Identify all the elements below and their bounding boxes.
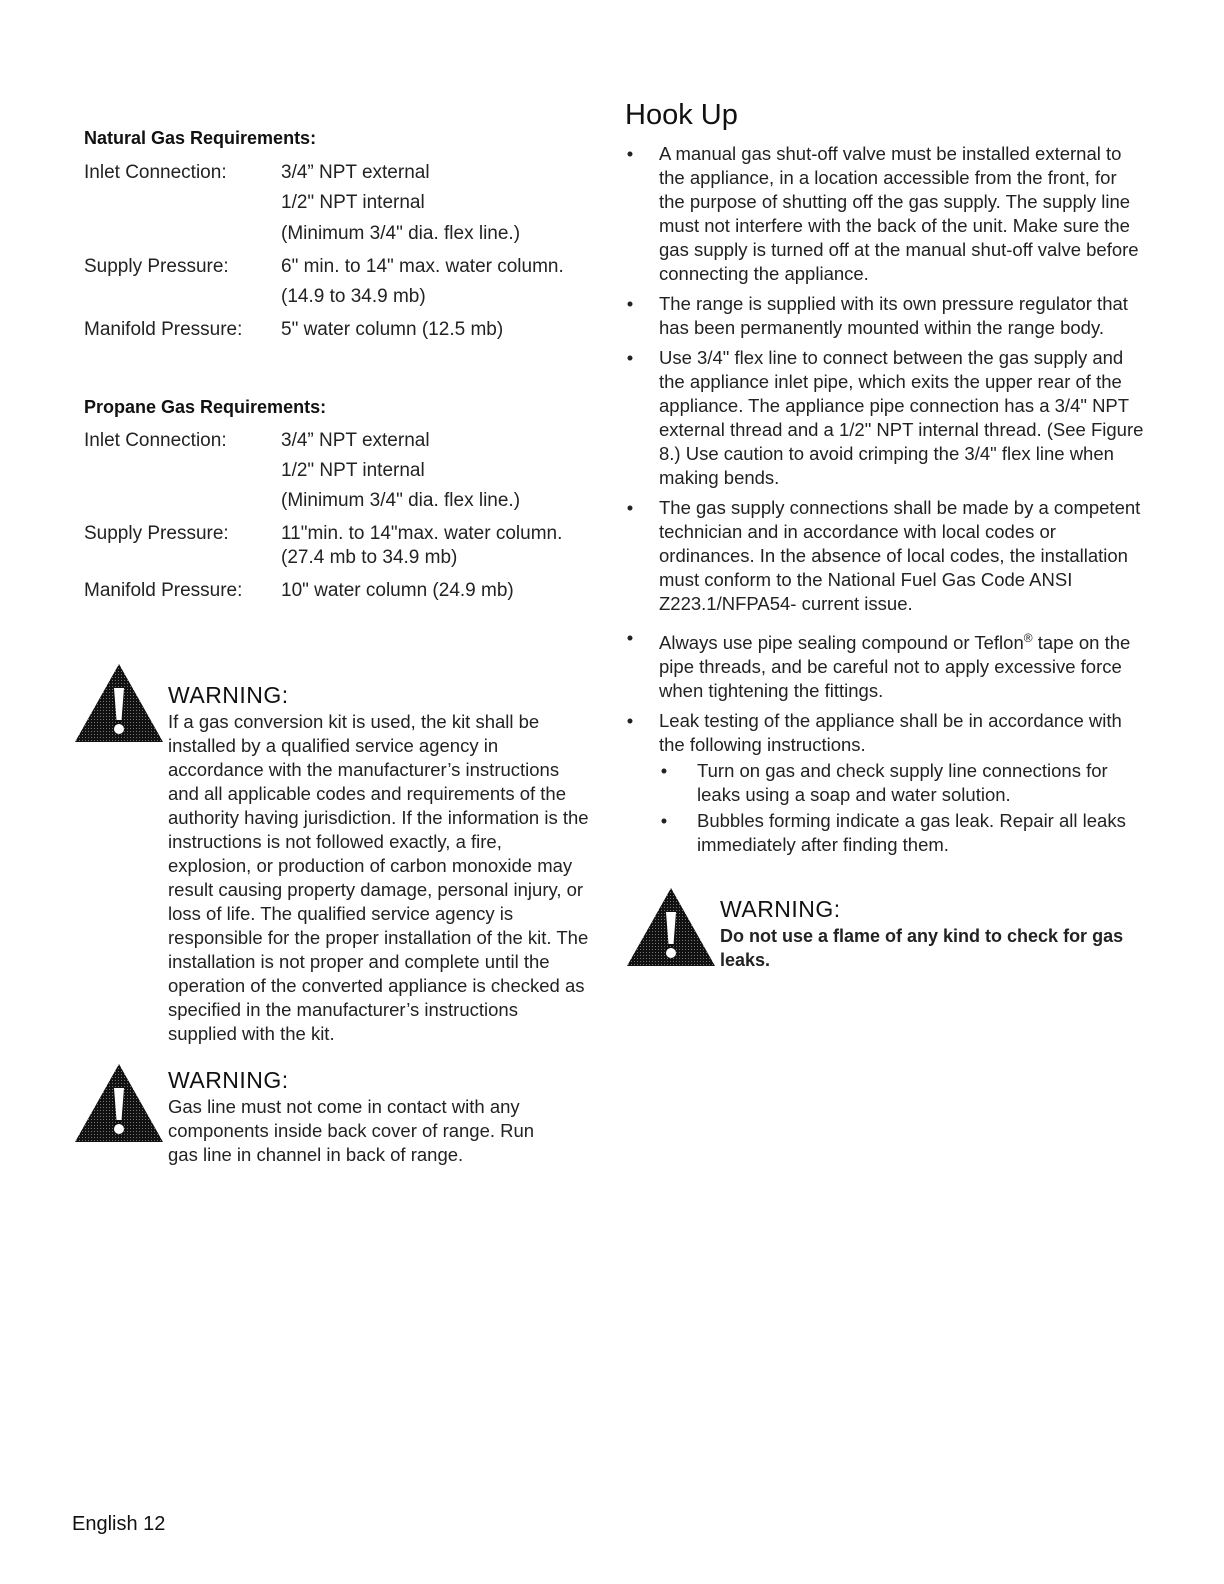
hook-up-item-text: The gas supply connections shall be made by a competent technician and in accordance with local codes or ordinances. In the absence of local codes, the installation must conform to the National Fuel Gas Code ANSI Z223.1/NFPA54- current issue. xyxy=(659,497,1141,614)
hook-up-item-text: The range is supplied with its own pressure regulator that has been permanently mounted within the range body. xyxy=(659,293,1128,338)
warning-triangle-icon xyxy=(625,886,717,968)
hook-up-item-text: Always use pipe sealing compound or Teflon® tape on the pipe threads, and be careful not to apply excessive force when tightening the fittings. xyxy=(659,631,1131,702)
warning-title: WARNING: xyxy=(720,896,841,922)
list-item xyxy=(659,809,1145,857)
warning-triangle-icon xyxy=(73,1062,165,1144)
propane-inlet-value-3: (Minimum 3/4" dia. flex line.) xyxy=(281,490,521,511)
natural-supply-label: Supply Pressure: xyxy=(84,256,229,277)
warning-flame-text: Do not use a flame of any kind to check for gas leaks. xyxy=(720,926,1124,970)
bullet-icon: • xyxy=(626,293,634,314)
propane-gas-title: Propane Gas Requirements: xyxy=(84,397,327,417)
propane-manifold-value: 10" water column (24.9 mb) xyxy=(281,580,514,601)
hook-up-item-text: A manual gas shut-off valve must be installed external to the appliance, in a location accessible from the front, for the purpose of shutting off the gas supply. The supply line must not interfere with the back of the unit. Make sure the gas supply is turned off at the manual shut-off valve before connecting the appliance. xyxy=(659,143,1139,284)
natural-manifold-label: Manifold Pressure: xyxy=(84,319,243,340)
warning-gas-line-text: Gas line must not come in contact with any components inside back cover of range. Run gas line in channel in back of range. xyxy=(168,1096,535,1165)
bullet-icon: • xyxy=(660,760,668,782)
list-item xyxy=(625,292,1145,340)
natural-supply-value-2: (14.9 to 34.9 mb) xyxy=(281,286,426,307)
natural-supply-value-1: 6" min. to 14" max. water column. xyxy=(281,256,564,277)
bullet-icon: • xyxy=(626,627,634,648)
warning-conversion-text: If a gas conversion kit is used, the kit shall be installed by a qualified service agency in accordance with the manufacturer’s instructions and all applicable codes and requirements of the authority having jurisdiction. If the information is the instructions is not followed exactly, a fire, explosion, or production of carbon monoxide may result causing property damage, personal injury, or loss of life. The qualified service agency is responsible for the proper installation of the kit. The installation is not proper and complete until the operation of the converted appliance is checked as specified in the manufacturer’s instructions supplied with the kit. xyxy=(168,711,589,1044)
bullet-icon: • xyxy=(626,710,634,732)
warning-title: WARNING: xyxy=(168,682,289,708)
warning-triangle-icon xyxy=(73,662,165,744)
propane-inlet-value-1: 3/4” NPT external xyxy=(281,430,430,451)
natural-inlet-value-1: 3/4” NPT external xyxy=(281,162,430,183)
bullet-icon: • xyxy=(660,810,668,832)
list-item xyxy=(625,346,1145,490)
hook-up-item-text: Use 3/4" flex line to connect between the gas supply and the appliance inlet pipe, which exits the upper rear of the appliance. The appliance pipe connection has a 3/4" NPT external thread and a 1/2" NPT internal thread. (See Figure 8.) Use caution to avoid crimping the 3/4" flex line when making bends. xyxy=(659,347,1144,488)
leak-test-item-text: Turn on gas and check supply line connections for leaks using a soap and water solution. xyxy=(697,760,1108,806)
leak-test-item-text: Bubbles forming indicate a gas leak. Repair all leaks immediately after finding them. xyxy=(697,810,1126,856)
hook-up-list xyxy=(625,142,1145,863)
leak-test-sublist xyxy=(659,759,1145,857)
bullet-icon: • xyxy=(626,347,634,368)
propane-supply-value-1: 11"min. to 14"max. water column. xyxy=(281,523,563,544)
propane-manifold-label: Manifold Pressure: xyxy=(84,580,243,601)
propane-supply-value-2: (27.4 mb to 34.9 mb) xyxy=(281,547,458,568)
natural-inlet-value-2: 1/2" NPT internal xyxy=(281,192,425,213)
list-item xyxy=(625,142,1145,286)
natural-gas-title: Natural Gas Requirements: xyxy=(84,128,317,148)
list-item xyxy=(625,626,1145,703)
warning-title: WARNING: xyxy=(168,1067,289,1093)
list-item xyxy=(625,496,1145,616)
bullet-icon: • xyxy=(626,143,634,164)
list-item xyxy=(659,759,1145,807)
registered-mark: ® xyxy=(1023,631,1033,645)
hook-up-heading: Hook Up xyxy=(625,99,738,131)
hook-up-item-text: Leak testing of the appliance shall be in accordance with the following instructions. xyxy=(659,710,1122,756)
list-item xyxy=(625,709,1145,857)
page-number: English 12 xyxy=(72,1513,166,1535)
bullet-icon: • xyxy=(626,497,634,518)
propane-inlet-value-2: 1/2" NPT internal xyxy=(281,460,425,481)
propane-supply-label: Supply Pressure: xyxy=(84,523,229,544)
natural-inlet-label: Inlet Connection: xyxy=(84,162,227,183)
propane-inlet-label: Inlet Connection: xyxy=(84,430,227,451)
natural-inlet-value-3: (Minimum 3/4" dia. flex line.) xyxy=(281,223,521,244)
natural-manifold-value: 5" water column (12.5 mb) xyxy=(281,319,504,340)
